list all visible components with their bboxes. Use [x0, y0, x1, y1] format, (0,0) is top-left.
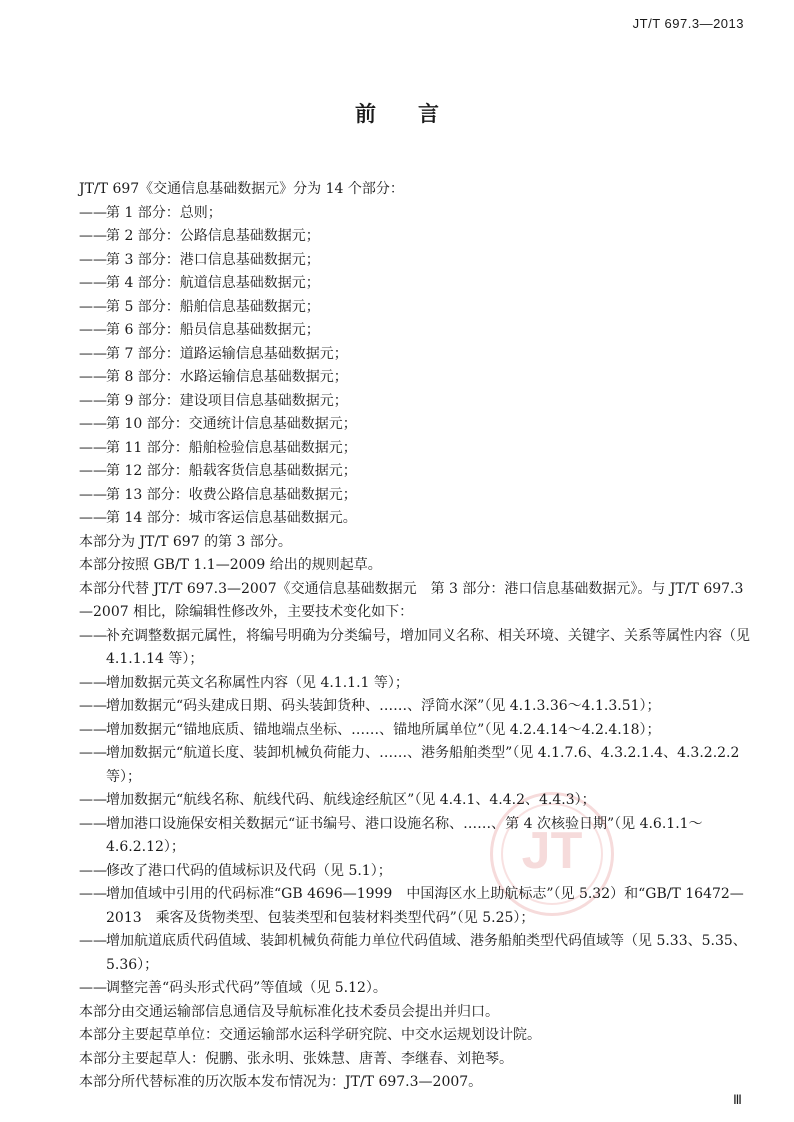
dash: ——: [79, 322, 107, 338]
list-item: ——第 5 部分：船舶信息基础数据元；: [79, 296, 751, 320]
drafting-rules-paragraph: 本部分按照 GB/T 1.1—2009 给出的规则起草。: [79, 557, 382, 573]
dash: ——: [79, 486, 107, 503]
dash: ——: [79, 298, 107, 315]
page-number: Ⅲ: [733, 1092, 742, 1107]
dash: ——: [79, 627, 107, 644]
dash: ——: [79, 463, 107, 479]
list-item: ——第 11 部分：船舶检验信息基础数据元；: [79, 437, 751, 461]
list-item: ——第 12 部分：船载客货信息基础数据元；: [79, 460, 751, 484]
dash: ——: [79, 228, 107, 244]
list-item: ——增加数据元“码头建成日期、码头装卸货种、……、浮筒水深”（见 4.1.3.36～4.1.3.51）；: [79, 695, 751, 719]
changes-list: [79, 625, 751, 1001]
page-title: 前言: [355, 101, 481, 126]
dash: ——: [79, 721, 107, 738]
list-item: ——第 7 部分：道路运输信息基础数据元；: [79, 343, 751, 367]
dash: ——: [79, 980, 107, 996]
dash: ——: [79, 792, 107, 808]
list-item: ——第 4 部分：航道信息基础数据元；: [79, 272, 751, 296]
list-item: ——增加数据元“锚地底质、锚地端点坐标、……、锚地所属单位”（见 4.2.4.14～4.2.4.18）；: [79, 719, 751, 743]
dash: ——: [79, 933, 107, 949]
intro-paragraph: JT/T 697《交通信息基础数据元》分为 14 个部分：: [79, 181, 404, 197]
list-item: ——增加数据元英文名称属性内容（见 4.1.1.1 等）；: [79, 672, 751, 696]
part-of-paragraph: 本部分为 JT/T 697 的第 3 部分。: [79, 533, 292, 550]
list-item: ——增加数据元“航道长度、装卸机械负荷能力、……、港务船舶类型”（见 4.1.7.6、4.3.2.1.4、4.3.2.2.2 等）；: [79, 742, 751, 789]
list-item: ——调整完善“码头形式代码”等值域（见 5.12）。: [79, 977, 751, 1001]
dash: ——: [79, 698, 107, 714]
dash: ——: [79, 392, 107, 409]
dash: ——: [79, 674, 107, 691]
dash: ——: [79, 204, 107, 221]
list-item: ——增加港口设施保安相关数据元“证书编号、港口设施名称、……、第 4 次核验日期”（见 4.6.1.1～4.6.2.12）；: [79, 813, 751, 860]
parts-list: [79, 202, 751, 531]
proposed-by-paragraph: 本部分由交通运输部信息通信及导航标准化技术委员会提出并归口。: [79, 1003, 499, 1020]
list-item: ——第 6 部分：船员信息基础数据元；: [79, 319, 751, 343]
list-item: ——补充调整数据元属性，将编号明确为分类编号，增加同义名称、相关环境、关键字、关系等属性内容（见 4.1.1.14 等）；: [79, 625, 751, 672]
dash: ——: [79, 510, 107, 526]
dash: ——: [79, 416, 107, 432]
history-paragraph: 本部分所代替标准的历次版本发布情况为：JT/T 697.3—2007。: [79, 1074, 483, 1090]
drafters-paragraph: 本部分主要起草人：倪鹏、张永明、张姝慧、唐菁、李继春、刘艳琴。: [79, 1050, 513, 1067]
dash: ——: [79, 439, 107, 456]
dash: ——: [79, 275, 107, 291]
list-item: ——第 9 部分：建设项目信息基础数据元；: [79, 390, 751, 414]
dash: ——: [79, 251, 107, 268]
list-item: ——增加航道底质代码值域、装卸机械负荷能力单位代码值域、港务船舶类型代码值域等（见 5.33、5.35、5.36）；: [79, 930, 751, 977]
dash: ——: [79, 369, 107, 385]
watermark-text: JT: [521, 822, 583, 880]
list-item: ——增加数据元“航线名称、航线代码、航线途经航区”（见 4.4.1、4.4.2、4.4.3）；: [79, 789, 751, 813]
dash: ——: [79, 345, 107, 362]
list-item: ——第 2 部分：公路信息基础数据元；: [79, 225, 751, 249]
standard-number: JT/T 697.3—2013: [632, 16, 744, 31]
list-item: ——第 14 部分：城市客运信息基础数据元。: [79, 507, 751, 531]
list-item: ——第 8 部分：水路运输信息基础数据元；: [79, 366, 751, 390]
dash: ——: [79, 815, 107, 832]
list-item: ——第 10 部分：交通统计信息基础数据元；: [79, 413, 751, 437]
list-item: ——第 1 部分：总则；: [79, 202, 751, 226]
dash: ——: [79, 745, 107, 761]
list-item: ——第 3 部分：港口信息基础数据元；: [79, 249, 751, 273]
foreword-body: [79, 178, 751, 1095]
list-item: ——修改了港口代码的值域标识及代码（见 5.1）；: [79, 860, 751, 884]
drafting-units-paragraph: 本部分主要起草单位：交通运输部水运科学研究院、中交水运规划设计院。: [79, 1027, 541, 1043]
dash: ——: [79, 886, 107, 902]
list-item: ——增加值域中引用的代码标准“GB 4696—1999 中国海区水上助航标志”（见 5.32）和“GB/T 16472—2013 乘客及货物类型、包装类型和包装材料类型代码”（见 5.25）；: [79, 883, 751, 930]
replaces-paragraph: 本部分代替 JT/T 697.3—2007《交通信息基础数据元 第 3 部分：港口信息基础数据元》。与 JT/T 697.3—2007 相比，除编辑性修改外，主要技术变化如下：: [79, 580, 744, 620]
dash: ——: [79, 862, 107, 879]
list-item: ——第 13 部分：收费公路信息基础数据元；: [79, 484, 751, 508]
